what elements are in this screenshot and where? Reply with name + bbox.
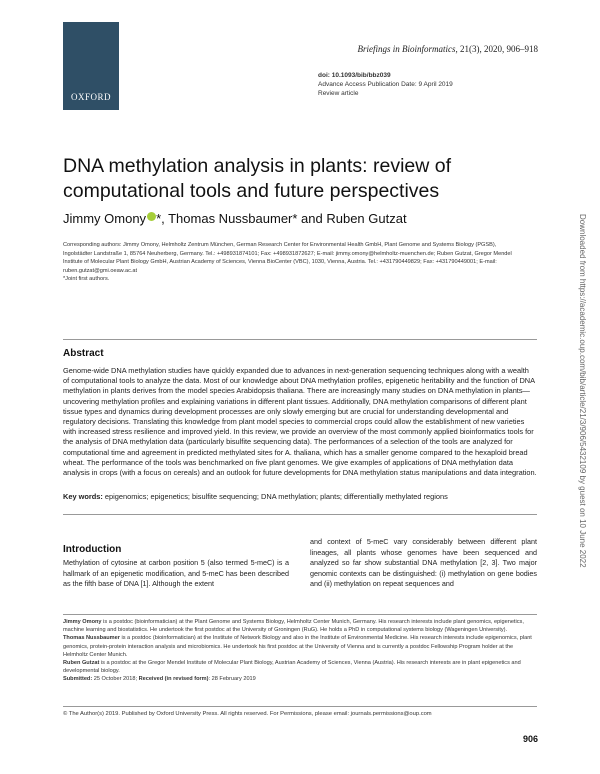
submitted-date: 25 October 2018; (92, 676, 139, 683)
submitted-label: Submitted: (63, 676, 93, 683)
bio-text: is a postdoc (bioinformatician) at the Institute of Network Biology and also in the Institute of Environmental Medicine. His research interests include epigenomics, plant genomics, protein-protein interaction analysis and microbiomics. He undertook his first postdoc at the University of Vienna and is currently a postdoc Fellowship Program holder at the Helmholtz Center Munich. (63, 635, 532, 658)
divider (63, 706, 537, 707)
abstract-heading: Abstract (63, 348, 104, 359)
journal-volume: , 21(3), 2020, 906–918 (455, 44, 538, 54)
copyright-notice: © The Author(s) 2019. Published by Oxford University Press. All rights reserved. For Permissions, please email: journals.permissions@oup.com (63, 711, 432, 717)
article-meta (318, 71, 453, 98)
journal-name: Briefings in Bioinformatics (357, 44, 456, 54)
correspondence-text: Corresponding authors: Jimmy Omony, Helmholtz Zentrum München, German Research Center for Environmental Health GmbH, Plant Genome and Systems Biology (PGSB), Ingolstädter Landstraße 1, 85764 Neuherberg, Germany. Tel.: +498931874101; Fax: +498931872627; E-mail: jimmy.omony@helmholtz-muenchen.de; Ruben Gutzat, Gregor Mendel Institute of Molecular Plant Biology GmbH, Austrian Academy of Sciences, Vienna BioCenter (VBC), 1030, Vienna, Austria. Tel.: +431790449829; Fax: +431790449001; E-mail: ruben.gutzat@gmi.oeaw.ac.at (63, 242, 512, 274)
bio-text: is a postdoc at the Gregor Mendel Institute of Molecular Plant Biology, Austrian Academy of Sciences, Vienna (Austria). His research interests are in plant epigenetics and developmental biology. (63, 660, 521, 675)
advance-access-date: Advance Access Publication Date: 9 April 2019 (318, 81, 453, 88)
keywords-label: Key words: (63, 492, 103, 501)
other-authors: , Thomas Nussbaumer* and Ruben Gutzat (161, 211, 407, 226)
keywords-text: epigenomics; epigenetics; bisulfite sequencing; DNA methylation; plants; differentially methylated regions (102, 492, 448, 501)
introduction-heading: Introduction (63, 544, 122, 555)
revised-label: Received (in revised form) (138, 676, 209, 683)
author-bios (63, 618, 537, 684)
keywords (63, 492, 448, 501)
submission-dates (63, 675, 537, 683)
journal-citation (358, 44, 539, 54)
divider (63, 614, 537, 615)
intro-column-right: and context of 5-meC vary considerably between different plant lineages, all plants whose genomes have been sequenced and analyzed so far show substantial DNA methylation [2, 3]. Two major genomic contexts can be distinguished: (i) methylation on gene bodies and (ii) methylation on repeat sequences and (310, 537, 537, 589)
bio-name: Thomas Nussbaumer (63, 635, 120, 642)
bio-nussbaumer (63, 634, 537, 659)
author-list (63, 211, 407, 226)
bio-name: Ruben Gutzat (63, 660, 100, 667)
bio-name: Jimmy Omony (63, 619, 102, 625)
orcid-icon[interactable] (147, 212, 156, 221)
download-watermark: Downloaded from https://academic.oup.com/bib/article/21/3/906/5432109 by guest on 10 June 2022 (578, 214, 587, 568)
revised-date: : 28 February 2019 (208, 676, 256, 683)
intro-column-left: Methylation of cytosine at carbon position 5 (also termed 5-meC) is a hallmark of an epigenetic modification, and 5-meC has been described as the fifth base of DNA [1]. Although the extent (63, 558, 289, 589)
bio-text: is a postdoc (bioinformatician) at the Plant Genome and Systems Biology, Helmholtz Center Munich, Germany. His research interests include plant genomics, epigenetics, machine learning and biostatistics. He undertook the first postdoc at the University of Groningen (RuG). He holds a PhD in computational systems biology (Wageningen University). (63, 619, 524, 634)
page-number: 906 (522, 734, 538, 744)
bio-omony (63, 618, 537, 634)
doi[interactable]: doi: 10.1093/bib/bbz039 (318, 72, 391, 79)
author-omony[interactable]: Jimmy Omony (63, 211, 147, 226)
bio-gutzat (63, 659, 537, 675)
article-title: DNA methylation analysis in plants: review of computational tools and future perspectives (63, 155, 452, 202)
correspondence-block (63, 241, 523, 284)
publisher-name: OXFORD (70, 92, 111, 102)
article-type: Review article (318, 90, 359, 97)
author-mark: * (156, 211, 162, 226)
divider (63, 514, 537, 515)
abstract-text: Genome-wide DNA methylation studies have quickly expanded due to advances in next-generation sequencing techniques along with a wealth of computational tools to analyze the data. Most of our knowledge about DNA methylation profiles, epigenetic heritability and the function of DNA methylation in plants derives from the model species Arabidopsis thaliana. There are increasingly many studies on DNA methylation in plants—uncovering methylation profiles and explaining variations in different plant tissues. Additionally, DNA methylation comparisons of different plant tissue types and dynamics during development processes are only slowly emerging but are crucial for understanding developmental and regulatory decisions. Translating this knowledge from plant model species to commercial crops could allow the establishment of new varieties with increased stress resilience and improved yield. In this review, we provide an overview of the most commonly applied bioinformatics tools for the analysis of DNA methylation data (particularly bisulfite sequencing data). The performances of a selection of the tools are analyzed for computational time and agreement in predicted methylated sites for A. thaliana, which has a smaller genome compared to the hexaploid bread wheat. The performance of the tools was benchmarked on five plant genomes. We give examples of applications of DNA methylation data analysis in crops (with a focus on cereals) and an outlook for future developments for DNA methylation status manipulations and data integration. (63, 366, 537, 478)
divider (63, 339, 537, 340)
oxford-logo (63, 22, 119, 110)
joint-authors-note: *Joint first authors. (63, 276, 110, 283)
